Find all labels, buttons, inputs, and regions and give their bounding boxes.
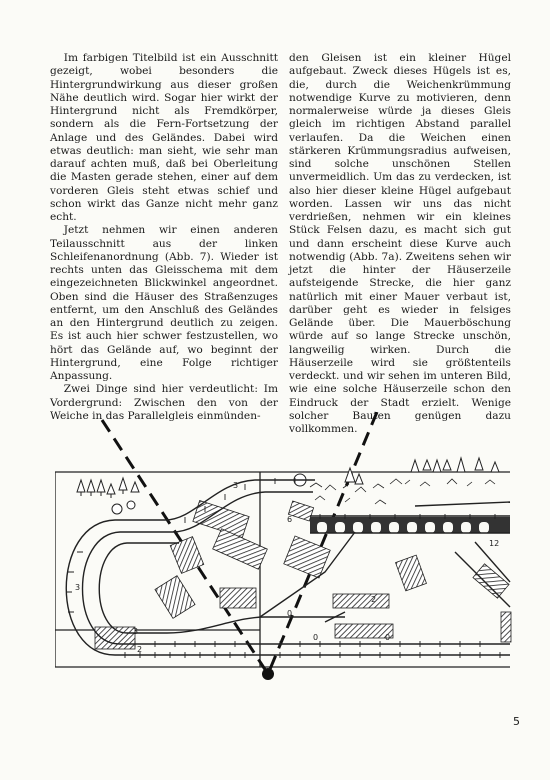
paragraph: Zwei Dinge sind hier verdeutlicht: Im Vordergrund: Zwischen den von der Weiche in das Parallelgleis einmünden- (50, 383, 278, 422)
track-label: 3 (75, 583, 81, 592)
track-label: 2 (371, 595, 377, 604)
view-point-marker (262, 668, 274, 680)
track-label: 3 (233, 481, 239, 490)
track-label: 12 (489, 539, 500, 548)
page-number: 5 (513, 715, 520, 728)
track-plan-figure (55, 412, 515, 704)
paragraph: Jetzt nehmen wir einen anderen Teilausschnitt aus der linken Schleifenanordnung (Abb. 7). Wieder ist rechts unten das Gleisschema mit dem eingezeichneten Blickwinkel angeordnet. Oben sind die Häuser des Straßenzuges entfernt, um den Anschluß des Geländes an den Hintergrund deutlich zu zeigen. Es ist auch hier schwer festzustellen, wo hört das Gelände auf, wo beginnt der Hintergrund, eine Folge richtiger Anpassung. (50, 224, 278, 382)
viaduct-wall (310, 517, 510, 533)
track-labels (75, 481, 499, 654)
track-label: 2 (137, 645, 143, 654)
text-column-left (50, 52, 278, 423)
paragraph: Im farbigen Titelbild ist ein Ausschnitt gezeigt, wobei besonders die Hintergrundwirkung aus dieser großen Nähe deutlich wird. Sogar hier wirkt der Hintergrund nicht als Fremdkörper, sondern als die Fern-Fortsetzung der Anlage und des Geländes. Dabei wird etwas deutlich: man sieht, wie sehr man darauf achten muß, daß bei Oberleitung die Masten gerade stehen, einer auf dem vorderen Gleis steht etwas schief und schon wirkt das Ganze nicht mehr ganz echt. (50, 52, 278, 223)
rocky-terrain (310, 479, 495, 504)
track-label: 0 (287, 609, 293, 618)
track-label: 6 (287, 515, 293, 524)
trees-group (77, 478, 139, 498)
track-label: 0 (313, 633, 319, 642)
text-column-right (289, 52, 511, 436)
track-label: 0 (385, 633, 391, 642)
paragraph: den Gleisen ist ein kleiner Hügel aufgebaut. Zweck dieses Hügels ist es, die, durch die Weichenkrümmung notwendige Kurve zu motivieren, denn normalerweise würde ja dieses Gleis gleich im richtigen Abstand parallel verlaufen. Da die Weichen einen stärkeren Krümmungsradius aufweisen, sind solche unschönen Stellen unvermeidlich. Um das zu verdecken, ist also hier dieser kleine Hügel aufgebaut worden. Lassen wir uns das nicht verdrießen, nehmen wir ein kleines Stück Felsen dazu, es macht sich gut und dann erscheint diese Kurve auch notwendig (Abb. 7a). Zweitens sehen wir jetzt die hinter der Häuserzeile aufsteigende Strecke, die hier ganz natürlich mit einer Mauer verbaut ist, darüber geht es wieder in felsiges Gelände über. Die Mauerböschung würde auf so lange Strecke unschön, langweilig wirken. Durch die Häuserzeile wird sie größtenteils verdeckt. und wir sehen im unteren Bild, wie eine solche Häuserzeile schon den Eindruck der Stadt erzielt. Wenige solcher Bauten genügen dazu vollkommen. (289, 52, 511, 435)
track-label: 3 (133, 627, 139, 636)
